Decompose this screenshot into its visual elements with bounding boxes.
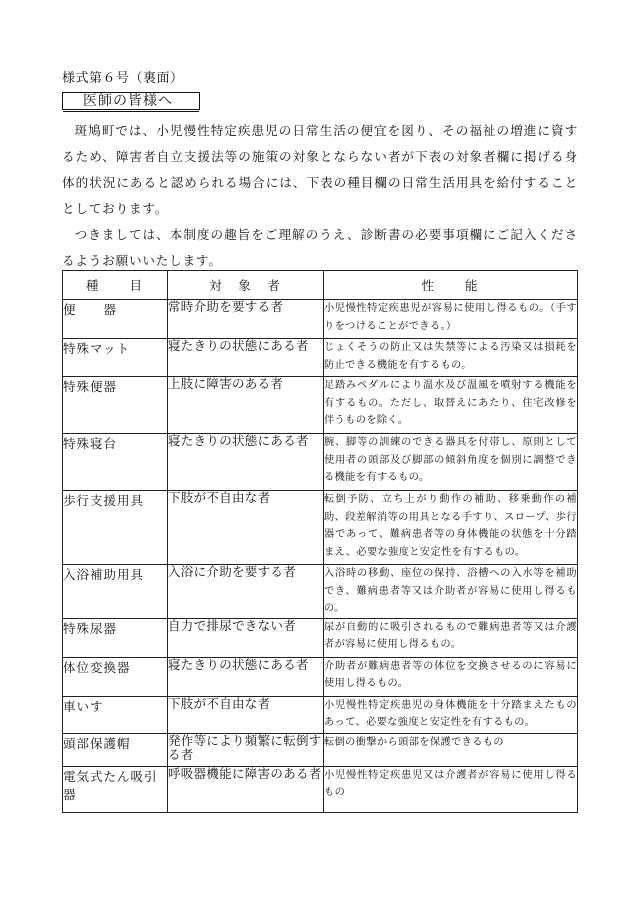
cell-kind: 特殊マット	[63, 339, 168, 377]
table-row	[63, 618, 578, 657]
table-row	[63, 733, 578, 766]
cell-performance: じょくそうの防止又は失禁等による汚染又は損耗を防止できる機能を有するもの。	[324, 339, 578, 377]
cell-target: 自力で排尿できない者	[168, 618, 324, 657]
cell-performance: 足踏みペダルにより温水及び温風を噴射する機能を有するもの。ただし、取替えにあたり、住宅改修を伴うものを除く。	[324, 377, 578, 434]
table-row	[63, 696, 578, 733]
cell-target: 常時介助を要する者	[168, 300, 324, 339]
cell-kind: 入浴補助用具	[63, 565, 168, 619]
cell-kind: 便 器	[63, 300, 168, 339]
cell-kind: 車いす	[63, 696, 168, 733]
cell-target: 上肢に障害のある者	[168, 377, 324, 434]
cell-performance: 尿が自動的に吸引されるもので難病患者等又は介護者が容易に使用し得るもの。	[324, 618, 578, 657]
cell-kind: 歩行支援用具	[63, 491, 168, 565]
cell-target: 寝たきりの状態にある者	[168, 657, 324, 696]
form-number: 様式第６号（裏面）	[62, 71, 184, 86]
table-row	[63, 491, 578, 565]
table-row	[63, 766, 578, 812]
heading-underline	[63, 111, 199, 112]
table-row	[63, 377, 578, 434]
cell-kind: 電気式たん吸引器	[63, 766, 168, 812]
table-row	[63, 434, 578, 491]
cell-performance: 転倒の衝撃から頭部を保護できるもの	[324, 733, 578, 766]
cell-target: 寝たきりの状態にある者	[168, 434, 324, 491]
header-target: 対 象 者	[168, 271, 324, 300]
cell-target: 呼吸器機能に障害のある者	[168, 766, 324, 812]
cell-performance: 転倒予防、立ち上がり動作の補助、移乗動作の補助、段差解消等の用具となる手すり、スロープ、歩行器であって、難病患者等の身体機能の状態を十分踏まえ、必要な強度と安定性を有するもの。	[324, 491, 578, 565]
table-row	[63, 657, 578, 696]
cell-performance: 小児慢性特定疾患児又は介護者が容易に使用し得るもの	[324, 766, 578, 812]
table-row	[63, 339, 578, 377]
table-row	[63, 300, 578, 339]
cell-kind: 頭部保護帽	[63, 733, 168, 766]
cell-target: 入浴に介助を要する者	[168, 565, 324, 619]
cell-performance: 腕、脚等の訓練のできる器具を付帯し、原則として使用者の頭部及び脚部の傾斜角度を個別に調整できる機能を有するもの。	[324, 434, 578, 491]
cell-performance: 入浴時の移動、座位の保持、浴槽への入水等を補助でき、難病患者等又は介助者が容易に使用し得るもの。	[324, 565, 578, 619]
cell-target: 寝たきりの状態にある者	[168, 339, 324, 377]
cell-performance: 小児慢性特定疾患児の身体機能を十分踏まえたものあって、必要な強度と安定性を有するもの。	[324, 696, 578, 733]
table-row	[63, 565, 578, 619]
cell-performance: 介助者が難病患者等の体位を交換させるのに容易に使用し得るもの。	[324, 657, 578, 696]
cell-kind: 特殊尿器	[63, 618, 168, 657]
equipment-table	[62, 270, 578, 813]
cell-kind: 特殊便器	[63, 377, 168, 434]
cell-target: 下肢が不自由な者	[168, 491, 324, 565]
heading-title: 医師の皆様へ	[83, 93, 173, 109]
intro-text	[62, 118, 578, 274]
cell-target: 下肢が不自由な者	[168, 696, 324, 733]
cell-target: 発作等により頻繁に転倒する者	[168, 733, 324, 766]
cell-performance: 小児慢性特定疾患児が容易に使用し得るもの。（手すりをつけることができる。）	[324, 300, 578, 339]
cell-kind: 特殊寝台	[63, 434, 168, 491]
cell-kind: 体位変換器	[63, 657, 168, 696]
intro-paragraph-2: つきましては、本制度の趣旨をご理解のうえ、診断書の必要事項欄にご記入くださるようお願いいたします。	[62, 227, 578, 268]
table-header-row	[63, 271, 578, 300]
intro-paragraph-1: 斑鳩町では、小児慢性特定疾患児の日常生活の便宜を図り、その福祉の増進に資するため、障害者自立支援法等の施策の対象とならない者が下表の対象者欄に掲げる身体的状況にあると認められる場合には、下表の種目欄の日常生活用具を給付することとしております。	[62, 123, 578, 216]
header-performance: 性 能	[324, 271, 578, 300]
heading-box	[62, 92, 200, 110]
header-kind: 種 目	[63, 271, 168, 300]
